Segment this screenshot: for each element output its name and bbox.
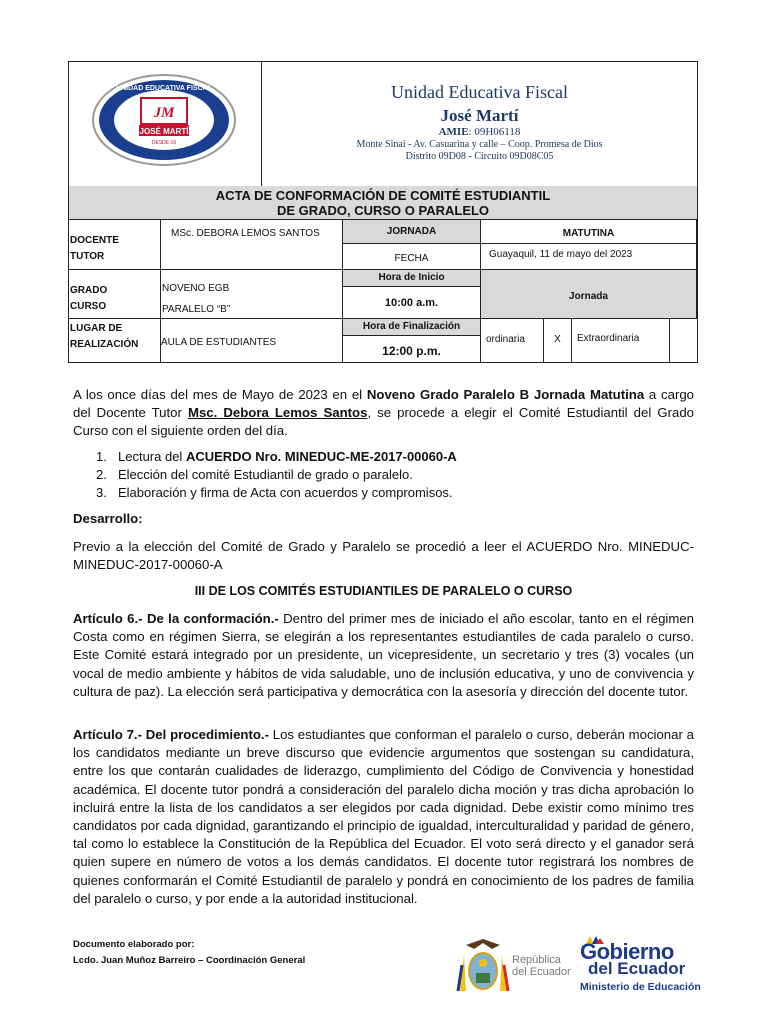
header-top — [69, 62, 697, 187]
article7 — [73, 726, 694, 908]
list-item — [96, 448, 457, 466]
extraordinaria-cell — [572, 319, 670, 363]
footer-line1: Documento elaborado por: — [73, 939, 195, 950]
list-pre: Lectura del — [118, 449, 186, 464]
article6 — [73, 610, 694, 701]
list-item — [96, 466, 457, 484]
desarrollo-heading: Desarrollo: — [73, 511, 143, 526]
agenda-list — [96, 448, 457, 502]
header-table — [68, 61, 698, 363]
list-num: 2. — [96, 467, 107, 482]
logo-top-text: UNIDAD EDUCATIVA FISCAL — [116, 85, 212, 92]
gobierno-line1: Gobierno — [580, 939, 674, 964]
school-district: Distrito 09D08 - Circuito 09D08C05 — [405, 151, 554, 162]
jornada-value: MATUTINA — [562, 228, 615, 239]
intro-grade: Noveno Grado Paralelo B Jornada Matutina — [366, 387, 645, 402]
school-logo — [69, 62, 261, 186]
art6-heading: Artículo 6.- De la conformación.- — [73, 611, 279, 626]
hora-fin-label-cell — [343, 319, 481, 336]
mark-cell — [544, 319, 572, 363]
school-name-line2: José Martí — [440, 106, 519, 125]
fecha-label-cell — [343, 244, 481, 270]
grado-label-cell — [69, 270, 161, 319]
jornada2-label-cell — [481, 270, 697, 319]
list-pre: Elaboración y firma de Acta con acuerdos y compromisos. — [118, 485, 453, 500]
list-num: 3. — [96, 485, 107, 500]
school-address: Monte Sinai - Av. Casuarina y calle – Coop. Promesa de Dios — [356, 139, 603, 150]
grado-value-cell — [161, 270, 343, 319]
hora-fin-value: 12:00 p.m. — [382, 344, 441, 358]
logo-cell — [69, 62, 262, 186]
jornada-label-cell — [343, 220, 481, 244]
amie-label: AMIE — [438, 126, 469, 138]
ordinaria-label: ordinaria — [486, 334, 525, 345]
title-line1: ACTA DE CONFORMACIÓN DE COMITÉ ESTUDIANTIL — [215, 188, 551, 203]
art7-text: Los estudiantes que conforman el paralelo o curso, deberán mocionar a los candidatos mediante un breve discurso que evidencie argumentos que sostengan su candidatura, entre los que contarán cualidades de liderazgo, cumplimiento del Código de Convivencia y honestidad académica. El docente tutor pondrá a consideración del paralelo dicha moción y tras dicha aprobación lo incluirá entre la lista de los candidatos a ser elegidos por cada dignidad. Debe existir como mínimo tres candidatos por cada dignidad, garantizando el principio de igualdad, interculturalidad y paridad de género, tal como lo establece la Constitución de la República del Ecuador. El voto será directo y el ganador será quien supere en número de votos a los demás candidatos. El docente tutor registrará los nombres de quienes conformarán el Comité Estudiantil de paralelo y pondrá en conocimiento de los padres de familia del paralelo o curso, y por ende a la autoridad institucional. — [73, 727, 694, 906]
empty-mark-cell — [670, 319, 697, 363]
mark-x: X — [554, 334, 561, 345]
docente-value-cell — [161, 220, 343, 270]
section-heading: III DE LOS COMITÉS ESTUDIANTILES DE PARALELO O CURSO — [194, 584, 573, 598]
hora-inicio-label: Hora de Inicio — [378, 272, 445, 283]
list-bold: ACUERDO Nro. MINEDUC-ME-2017-00060-A — [185, 449, 457, 464]
ordinaria-cell — [481, 319, 544, 363]
republica-text — [512, 954, 571, 978]
intro-c: a cargo del Docente Tutor — [73, 387, 694, 421]
docente-label-cell — [69, 220, 161, 270]
lugar-label-cell — [69, 319, 161, 363]
lugar-value-cell — [161, 319, 343, 363]
grado-value-2: PARALELO “B” — [162, 304, 231, 315]
republica-line1: República — [512, 954, 561, 966]
hora-inicio-label-cell — [343, 270, 481, 287]
ministerio-label: Ministerio de Educación — [580, 981, 701, 993]
jornada-value-cell — [481, 220, 697, 244]
extraordinaria-label: Extraordinaria — [577, 333, 640, 344]
grado-label-2: CURSO — [70, 301, 107, 312]
intro-paragraph — [73, 386, 694, 441]
hora-fin-value-cell — [343, 336, 481, 363]
art7-heading: Artículo 7.- Del procedimiento.- — [73, 727, 269, 742]
document-title — [69, 186, 697, 220]
hora-fin-label: Hora de Finalización — [362, 321, 461, 332]
coat-of-arms-icon — [456, 935, 510, 999]
intro-e: , se procede a elegir el Comité Estudiantil del Grado Curso con el siguiente orden del día. — [73, 405, 695, 439]
list-pre: Elección del comité Estudiantil de grado o paralelo. — [118, 467, 413, 482]
hora-inicio-value-cell — [343, 287, 481, 319]
footer-line2: Lcdo. Juan Muñoz Barreiro – Coordinación General — [73, 955, 306, 966]
list-item — [96, 484, 457, 502]
fecha-value-cell — [481, 244, 697, 270]
art6-text: Dentro del primer mes de iniciado el año escolar, tanto en el régimen Costa como en régimen Sierra, se elegirán a los representantes estudiantiles de cada paralelo o curso. Este Comité estará integrado por un presidente, un vicepresidente, un secretario y tres (3) vocales (un vocal de medio ambiente y hábitos de vida saludable, uno de inclusión educativa, y uno de convivencia y cultura de paz). La elección será participativa y democrática con la asesoría y dirección del docente tutor. — [73, 611, 694, 699]
republica-line2: del Ecuador — [512, 966, 571, 978]
logo-monogram: JM — [153, 105, 175, 121]
amie-code — [262, 126, 697, 138]
fecha-label: FECHA — [394, 253, 429, 264]
logo-year: DESDE 19 — [151, 140, 177, 146]
footer-credits — [73, 937, 305, 969]
docente-label-1: DOCENTE — [70, 235, 119, 246]
intro-a: A los once días del mes de Mayo de 2023 en el — [73, 387, 367, 402]
title-line2: DE GRADO, CURSO O PARALELO — [276, 203, 490, 218]
intro-tutor: Msc. Debora Lemos Santos — [187, 405, 368, 421]
school-info — [262, 62, 697, 186]
desarrollo-text: Previo a la elección del Comité de Grado y Paralelo se procedió a leer el ACUERDO Nro. MINEDUC-MINEDUC-2017-00060-A — [73, 539, 694, 573]
docente-value: MSc. DEBORA LEMOS SANTOS — [171, 228, 320, 239]
republica-logo — [456, 935, 576, 1005]
hora-inicio-value: 10:00 a.m. — [384, 297, 439, 309]
logo-bottom-text: JOSÉ MARTÍ — [139, 127, 189, 136]
lugar-label-2: REALIZACIÓN — [70, 339, 139, 350]
docente-label-2: TUTOR — [70, 251, 105, 262]
fecha-value: Guayaquil, 11 de mayo del 2023 — [489, 249, 633, 260]
school-name-line1: Unidad Educativa Fiscal — [391, 82, 568, 102]
grado-value-1: NOVENO EGB — [162, 283, 230, 294]
gobierno-line2: del Ecuador — [588, 959, 686, 978]
list-num: 1. — [96, 449, 107, 464]
lugar-label-1: LUGAR DE — [70, 323, 123, 334]
amie-value: : 09H06118 — [468, 126, 521, 138]
jornada-label: JORNADA — [386, 226, 437, 237]
lugar-value: AULA DE ESTUDIANTES — [161, 337, 277, 348]
jornada2-label: Jornada — [569, 291, 608, 302]
gobierno-logo — [580, 934, 708, 1000]
grado-label-1: GRADO — [70, 285, 108, 296]
